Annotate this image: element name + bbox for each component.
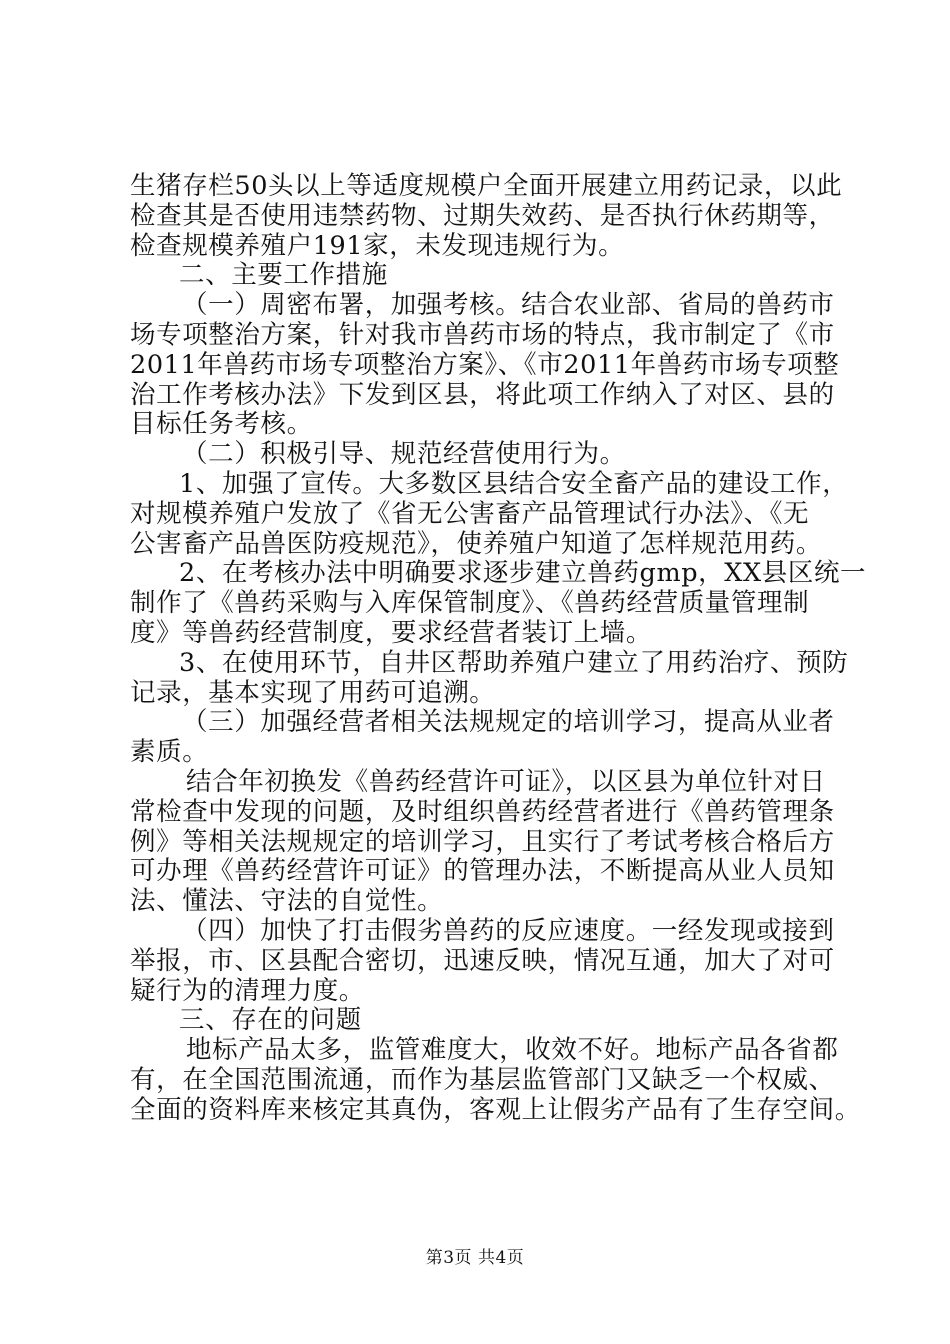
subsection-heading: （三）加强经营者相关法规规定的培训学习，提高从业者	[182, 707, 835, 738]
section-heading: 二、主要工作措施	[179, 260, 388, 291]
text-line: 例》等相关法规规定的培训学习，且实行了考试考核合格后方	[130, 826, 835, 857]
text-line: 生猪存栏50头以上等适度规模户全面开展建立用药记录，以此	[130, 171, 843, 201]
document-body	[130, 171, 867, 1126]
section-heading: 三、存在的问题	[179, 1005, 362, 1036]
text-line: 1、加强了宣传。大多数区县结合安全畜产品的建设工作，	[179, 468, 849, 499]
text-line: 法、懂法、守法的自觉性。	[130, 886, 444, 917]
text-line: 3、在使用环节，自井区帮助养殖户建立了用药治疗、预防	[179, 647, 849, 678]
text-line: 举报，市、区县配合密切，迅速反映，情况互通，加大了对可	[130, 945, 835, 976]
text-line: 公害畜产品兽医防疫规范》，使养殖户知道了怎样规范用药。	[130, 528, 822, 559]
text-line: 目标任务考核。	[130, 409, 313, 440]
text-line: 有，在全国范围流通，而作为基层监管部门又缺乏一个权威、	[130, 1064, 835, 1095]
text-line: 地标产品太多，监管难度大，收效不好。地标产品各省都	[186, 1035, 839, 1066]
text-line: 疑行为的清理力度。	[130, 975, 365, 1006]
text-line: 2011年兽药市场专项整治方案》、《市2011年兽药市场专项整	[130, 349, 840, 380]
page-number-footer: 第3页 共4页	[425, 1248, 525, 1268]
text-line: 对规模养殖户发放了《省无公害畜产品管理试行办法》、《无	[130, 498, 810, 529]
text-line: 检查其是否使用违禁药物、过期失效药、是否执行休药期等，	[130, 200, 835, 231]
text-line: 结合年初换发《兽药经营许可证》，以区县为单位针对日	[186, 766, 826, 797]
text-line: 可办理《兽药经营许可证》的管理办法，不断提高从业人员知	[130, 856, 835, 887]
text-line: 2、在考核办法中明确要求逐步建立兽药gmp，XX县区统一	[179, 558, 867, 589]
text-line: 制作了《兽药采购与入库保管制度》、《兽药经营质量管理制	[130, 588, 810, 619]
text-line: 检查规模养殖户191家，未发现违规行为。	[130, 230, 625, 261]
text-line: 记录，基本实现了用药可追溯。	[130, 677, 496, 708]
text-line: （一）周密布署，加强考核。结合农业部、省局的兽药市	[182, 290, 835, 321]
text-line: 治工作考核办法》下发到区县，将此项工作纳入了对区、县的	[130, 379, 835, 410]
text-line: 度》等兽药经营制度，要求经营者装订上墙。	[130, 617, 653, 648]
text-line: 素质。	[130, 737, 209, 768]
text-line: 常检查中发现的问题，及时组织兽药经营者进行《兽药管理条	[130, 796, 835, 827]
text-line: 全面的资料库来核定其真伪，客观上让假劣产品有了生存空间。	[130, 1094, 861, 1125]
subsection-heading: （二）积极引导、规范经营使用行为。	[182, 439, 626, 470]
text-line: 场专项整治方案，针对我市兽药市场的特点，我市制定了《市	[130, 319, 835, 350]
subsection-heading: （四）加快了打击假劣兽药的反应速度。一经发现或接到	[182, 915, 835, 946]
